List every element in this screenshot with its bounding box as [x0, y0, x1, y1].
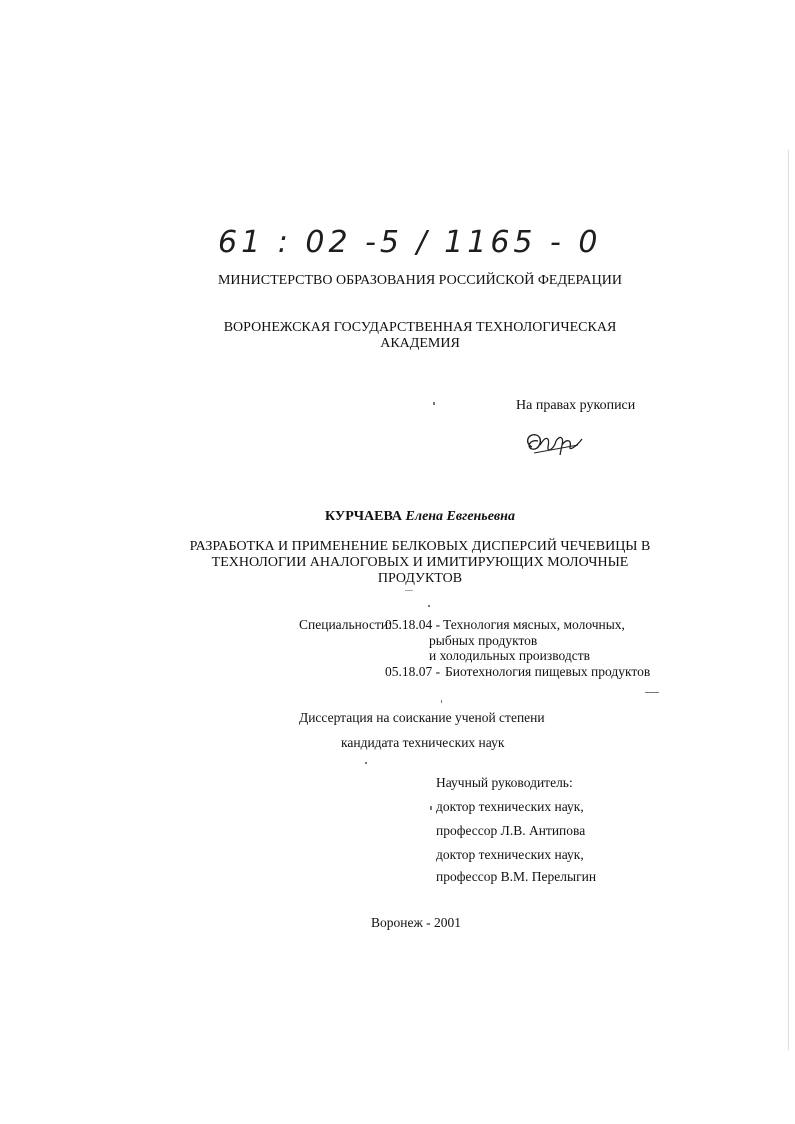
specialty-1-line-1: Технология мясных, молочных, — [443, 617, 625, 632]
ministry-heading: МИНИСТЕРСТВО ОБРАЗОВАНИЯ РОССИЙСКОЙ ФЕДЕРАЦИИ — [217, 273, 622, 288]
supervisor-label: Научный руководитель: — [436, 775, 573, 790]
title-line-3: ПРОДУКТОВ — [377, 571, 463, 586]
supervisor-line-1: доктор технических наук, — [436, 799, 584, 814]
scan-speck — [405, 590, 413, 591]
specialty-2-line-1: Биотехнология пищевых продуктов — [445, 664, 651, 679]
supervisor-line-2: профессор Л.В. Антипова — [436, 823, 586, 838]
title-line-2: ТЕХНОЛОГИИ АНАЛОГОВЫХ И ИМИТИРУЮЩИХ МОЛОЧНЫЕ — [211, 555, 629, 570]
dissertation-line-1: Диссертация на соискание ученой степени — [299, 710, 545, 725]
specialty-1-line-3: и холодильных производств — [429, 648, 590, 663]
title-line-1: РАЗРАБОТКА И ПРИМЕНЕНИЕ БЕЛКОВЫХ ДИСПЕРСИЙ ЧЕЧЕВИЦЫ В — [189, 539, 651, 554]
scan-edge — [788, 150, 789, 1050]
scan-speck — [365, 762, 367, 764]
author-given-names: Елена Евгеньевна — [405, 509, 515, 524]
scan-speck — [645, 692, 659, 693]
scan-speck — [441, 700, 442, 703]
rights-label: На правах рукописи — [516, 398, 636, 413]
signature-icon — [520, 425, 590, 465]
specialty-code-2: 05.18.07 - — [385, 664, 441, 679]
academy-line-1: ВОРОНЕЖСКАЯ ГОСУДАРСТВЕННАЯ ТЕХНОЛОГИЧЕСКАЯ — [223, 320, 617, 335]
scan-speck — [430, 806, 432, 810]
specialty-code-1: 05.18.04 - — [385, 617, 441, 632]
specialty-1-line-2: рыбных продуктов — [429, 633, 538, 648]
scan-speck — [433, 402, 435, 405]
specialties-label: Специальности: — [299, 617, 392, 632]
supervisor-line-3: доктор технических наук, — [436, 847, 584, 862]
author-surname: КУРЧАЕВА — [325, 509, 403, 524]
supervisor-line-4: профессор В.М. Перелыгин — [436, 869, 597, 884]
city-year: Воронеж - 2001 — [371, 915, 462, 930]
scan-speck — [428, 605, 430, 607]
archive-number-handwritten: 61 : 02 -5 / 1165 - 0 — [218, 225, 602, 260]
academy-line-2: АКАДЕМИЯ — [380, 336, 460, 351]
dissertation-line-2: кандидата технических наук — [341, 735, 505, 750]
author-name — [0, 509, 795, 525]
